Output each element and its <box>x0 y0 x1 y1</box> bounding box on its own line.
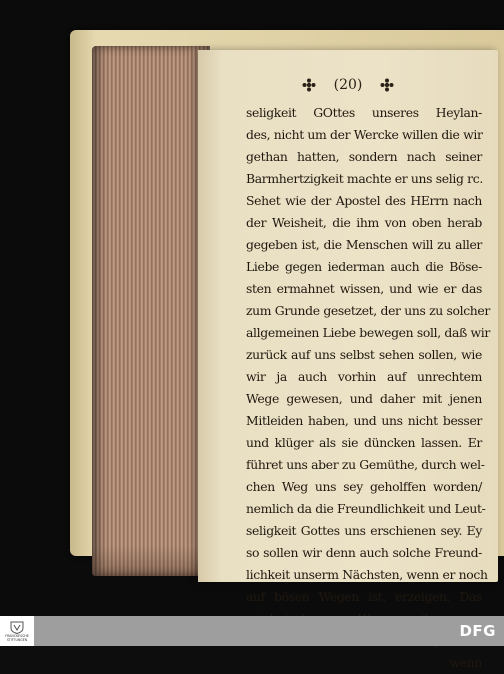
francke-logo[interactable] <box>0 616 34 646</box>
text-line: sten ermahnet wissen, und wie er das <box>246 281 482 296</box>
text-line: der Weisheit, die ihm von oben herab <box>246 215 482 230</box>
text-line: Liebe gegen iederman auch die Bösе- <box>246 259 482 274</box>
viewer-footer-bar <box>0 616 504 646</box>
page-number: (20) <box>333 77 363 93</box>
text-line: führet uns aber zu Gemüthe, durch wel- <box>246 457 485 472</box>
text-line: gethan hatten, sondern nach seiner <box>246 149 482 164</box>
page-header <box>198 74 498 96</box>
text-line: auf bösen Wegen ist, erzeigen. Das <box>246 589 482 604</box>
text-line: lichkeit unserm Nächsten, wenn er noch <box>246 567 488 582</box>
text-line: Sehet wie der Apostel des HErrn nach <box>246 193 482 208</box>
flower-ornament-icon <box>380 78 394 92</box>
text-line: so sollen wir denn auch solche Freund- <box>246 545 482 560</box>
text-line: seligkeit Gottes uns erschienen sey. Ey <box>246 523 482 538</box>
crest-icon <box>10 621 24 634</box>
text-line: allgemeinen Liebe bewegen soll, daß wir <box>246 325 490 340</box>
text-line: seligkeit GOttes unseres Heylan- <box>246 105 482 120</box>
text-line: chen Weg uns sey geholffen worden/ <box>246 479 482 494</box>
text-line: und klüger als sie düncken lassen. Er <box>246 435 482 450</box>
text-line: zurück auf uns selbst sehen sollen, wie <box>246 347 482 362</box>
text-line: gegeben ist, die Menschen will zu aller <box>246 237 482 252</box>
text-line: wenn <box>449 655 482 670</box>
text-line: Wege gewesen, und daher mit jenen <box>246 391 482 406</box>
page-edges <box>92 46 210 576</box>
flower-ornament-icon <box>302 78 316 92</box>
text-line: Barmhertzigkeit machte er uns selig rc. <box>246 171 483 186</box>
text-line: zum Grunde gesetzet, der uns zu solcher <box>246 303 490 318</box>
text-line: nemlich da die Freundlichkeit und Leut- <box>246 501 486 516</box>
text-line: des, nicht um der Wercke willen die wir <box>246 127 483 142</box>
dfg-logo[interactable]: DFG <box>459 622 496 640</box>
text-line: Mitleiden haben, und uns nicht besser <box>246 413 482 428</box>
body-text <box>246 102 490 674</box>
text-line: wir ja auch vorhin auf unrechtem <box>246 369 482 384</box>
francke-logo-caption: FRANCKESCHE STIFTUNGEN <box>5 633 29 642</box>
